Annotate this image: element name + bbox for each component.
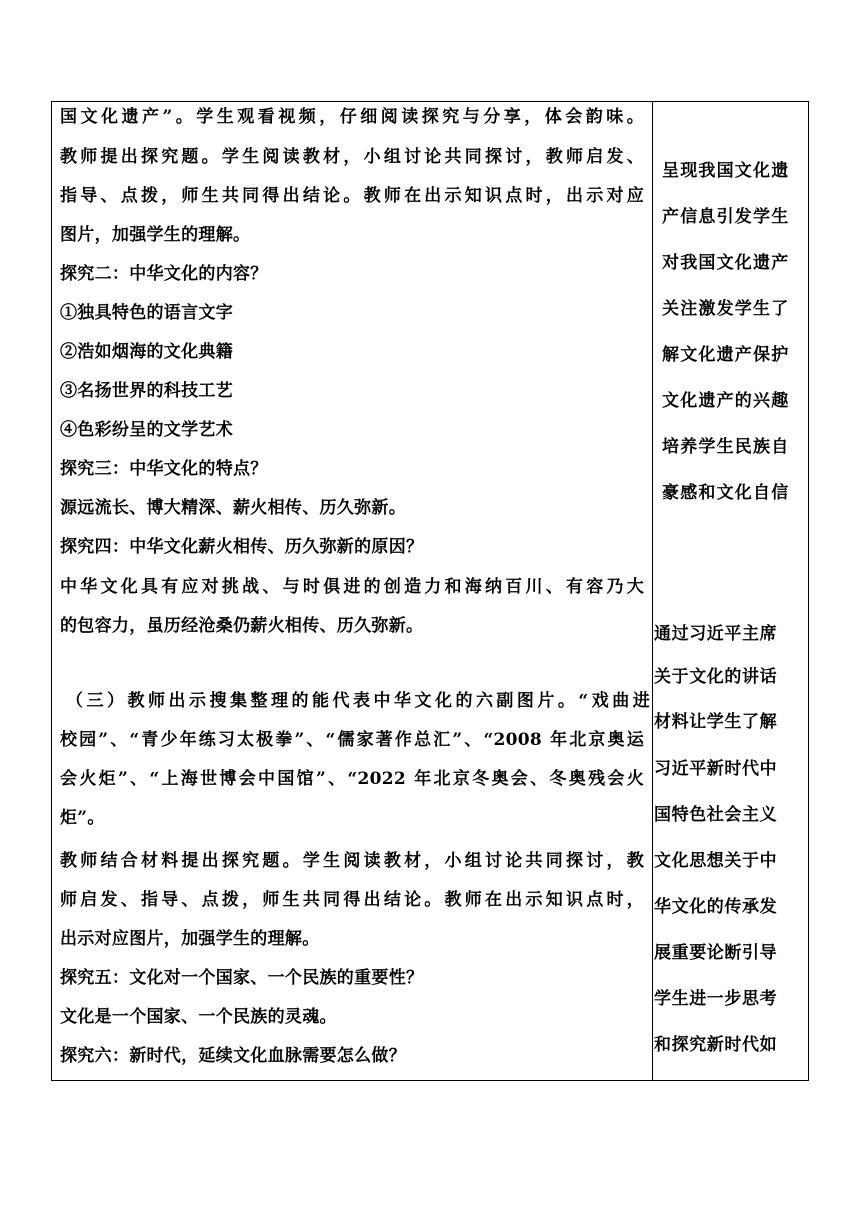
- text-line: 豪感和文化自信: [662, 483, 790, 503]
- text-line: 对我国文化遗产: [662, 253, 790, 273]
- list-item: ④色彩纷呈的文学艺术: [60, 420, 233, 440]
- text-line: 产信息引发学生: [662, 207, 790, 227]
- text-line: 文化思想关于中: [654, 851, 778, 871]
- text-line: 文化遗产的兴趣: [662, 391, 790, 411]
- inquiry-heading: 探究三：中华文化的特点？: [60, 459, 268, 479]
- text-line: 教师结合材料提出探究题。学生阅读教材，小组讨论共同探讨，教: [60, 851, 644, 871]
- text-line: 华文化的传承发: [654, 897, 778, 917]
- text-line: 指导、点拨，师生共同得出结论。教师在出示知识点时，出示对应: [60, 186, 644, 206]
- text-line: 材料让学生了解: [654, 712, 778, 732]
- column-divider: [652, 101, 653, 1081]
- text-line: 展重要论断引导: [654, 943, 778, 963]
- inquiry-heading: 探究二：中华文化的内容？: [60, 264, 268, 284]
- text-line: 习近平新时代中: [654, 759, 778, 779]
- text-line: 学生进一步思考: [654, 989, 778, 1009]
- text-line: 培养学生民族自: [662, 437, 790, 457]
- text-line: 国特色社会主义: [654, 805, 778, 825]
- inquiry-heading: 探究五：文化对一个国家、一个民族的重要性？: [60, 968, 424, 988]
- inquiry-heading: 探究四：中华文化薪火相传、历久弥新的原因？: [60, 537, 424, 557]
- text-line: 教师提出探究题。学生阅读教材，小组讨论共同探讨，教师启发、: [60, 147, 644, 167]
- list-item: ②浩如烟海的文化典籍: [60, 342, 233, 362]
- text-line: 炬”。: [60, 808, 105, 828]
- text-line: 国文化遗产”。学生观看视频，仔细阅读探究与分享，体会韵味。: [60, 107, 644, 127]
- text-line: 通过习近平主席: [654, 624, 778, 644]
- text-line: 的包容力，虽历经沧桑仍薪火相传、历久弥新。: [60, 616, 424, 636]
- text-line: 中华文化具有应对挑战、与时俱进的创造力和海纳百川、有容乃大: [60, 577, 644, 597]
- text-line: 文化是一个国家、一个民族的灵魂。: [60, 1007, 337, 1027]
- list-item: ①独具特色的语言文字: [60, 303, 233, 323]
- text-line: 关于文化的讲话: [654, 667, 778, 687]
- text-line: 师启发、指导、点拨，师生共同得出结论。教师在出示知识点时，: [60, 890, 644, 910]
- text-line: 图片，加强学生的理解。: [60, 225, 251, 245]
- text-line: 解文化遗产保护: [662, 345, 790, 365]
- text-line: 出示对应图片，加强学生的理解。: [60, 929, 320, 949]
- text-line: 源远流长、博大精深、薪火相传、历久弥新。: [60, 498, 406, 518]
- text-line: 关注激发学生了: [662, 299, 790, 319]
- section-heading: （三）教师出示搜集整理的能代表中华文化的六副图片。“戏曲进: [66, 691, 650, 711]
- text-line: 会火炬”、“上海世博会中国馆”、“2022 年北京冬奥会、冬奥残会火: [60, 769, 644, 789]
- text-line: 呈现我国文化遗: [662, 161, 790, 181]
- text-line: 和探究新时代如: [654, 1035, 778, 1055]
- inquiry-heading: 探究六：新时代，延续文化血脉需要怎么做？: [60, 1046, 406, 1066]
- list-item: ③名扬世界的科技工艺: [60, 381, 233, 401]
- text-line: 校园”、“青少年练习太极拳”、“儒家著作总汇”、“2008 年北京奥运: [60, 730, 644, 750]
